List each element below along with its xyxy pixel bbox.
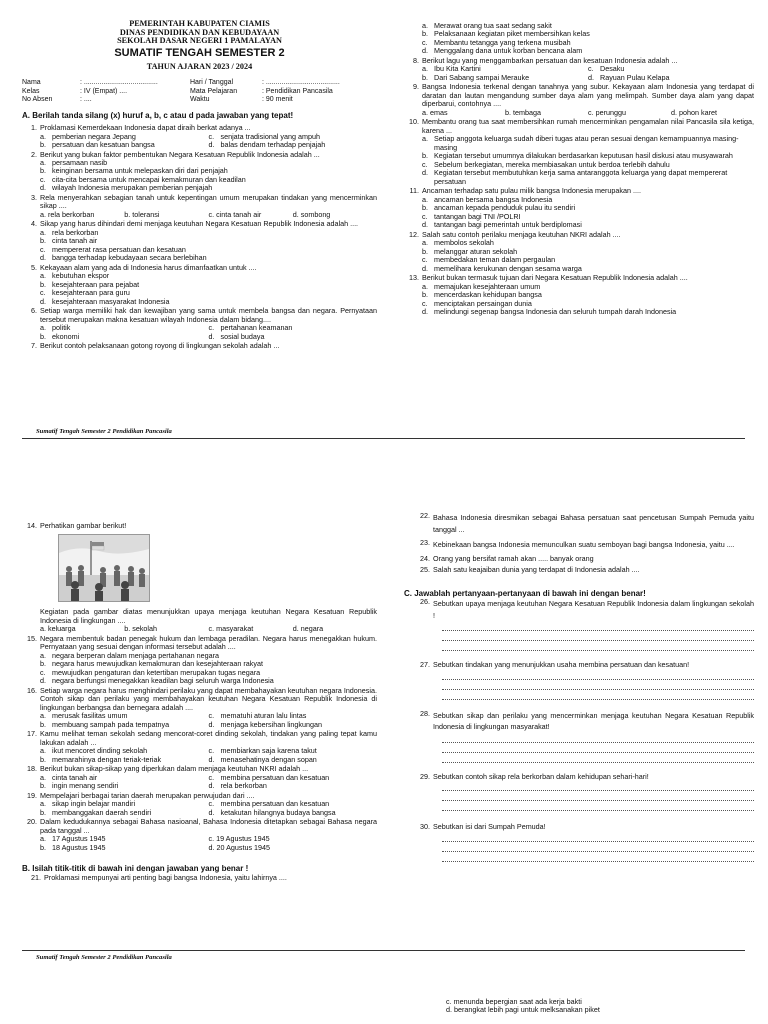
- section-b-title: B. Isilah titik-titik di bawah ini dengan jawaban yang benar !: [22, 864, 249, 874]
- question-number: 28.: [420, 708, 430, 718]
- question-10: 10. Membantu orang tua saat membersihkan rumah mencerminkan pengamalan nilai Pancasila sila ketiga, karena ... a. Setiap anggota keluarga sudah diberi tugas atau peran sesuai dengan kemampuannya masing-masing b. Kegiatan tersebut umumnya dilakukan berdasarkan keputusan hasil diskusi atau musyawarah c. Sebelum berkegiatan, mereka membiasakan untuk berdoa terlebih dahulu d. Kegiatan tersebut membutuhkan kerja sama antaranggota keluarga yang dapat mempererat persatuan: [404, 118, 754, 186]
- option-c[interactable]: menciptakan persaingan dunia: [434, 298, 532, 308]
- header-line-2: DINAS PENDIDIKAN DAN KEBUDAYAAN: [119, 27, 280, 37]
- option-d[interactable]: Kegiatan tersebut membutuhkan kerja sama antaranggota keluarga yang dapat mempererat persatuan: [434, 168, 728, 186]
- option-c[interactable]: c. cinta tanah air: [208, 209, 262, 219]
- question-29: [404, 773, 754, 811]
- option-b[interactable]: Pelaksanaan kegiatan piket membersihkan kelas: [434, 29, 590, 39]
- question-text: Sebutkan upaya menjaga keutuhan Negara Kesatuan Republik Indonesia dalam lingkungan sekolah !: [433, 599, 754, 620]
- option-d[interactable]: d. berangkat lebih pagi untuk melksanakan piket: [446, 1005, 600, 1015]
- option-d[interactable]: wilayah Indonesia merupakan pemberian penjajah: [52, 183, 213, 193]
- option-b[interactable]: ancaman kepada penduduk pulau itu sendiri: [434, 203, 576, 213]
- question-15: 15. Negara membentuk badan penegak hukum dan lembaga peradilan. Negara harus menegakkan hukum. Pernyataan yang sesuai dengan informasi tersebut adalah .... a. negara berperan dalam menjaga pertahanan negara b. negara harus mewujudkan kemakmuran dan kesejahteraan rakyat c. mewujudkan pengaturan dan ketertiban merupakan tugas negara d. negara berfungsi menegakkan keadilan bagi seluruh warga Indonesia: [22, 635, 377, 686]
- question-text: Rela menyerahkan sebagian tanah untuk kepentingan umum merupakan tindakan yang mencerminkan sikap ....: [40, 192, 377, 211]
- footer-rule: [22, 950, 745, 951]
- answer-line[interactable]: [442, 801, 754, 811]
- option-b[interactable]: ekonomi: [52, 331, 80, 341]
- question-text: Orang yang bersifat ramah akan ..... banyak orang: [433, 553, 594, 563]
- question-text: Mempelajari berbagai tarian daerah merupakan perwujudan dari ....: [40, 790, 255, 800]
- question-number: 2.: [31, 149, 37, 159]
- answer-line[interactable]: [442, 852, 754, 862]
- question-number: 9.: [413, 82, 419, 92]
- question-text: Setiap warga memiliki hak dan kewajiban yang sama untuk membela bangsa dan negara. Pernyataan tersebut merupakan makna kesatuan wilayah Indonesia dalam bidang....: [40, 306, 377, 324]
- question-2: 2. Berikut yang bukan faktor pembentukan Negara Kesatuan Republik Indonesia adalah ... a. persamaan nasib b. keinginan bersama untuk melepaskan diri dari penjajah c. cita-cita bersama untuk mencapai kemakmuran dan keadilan d. wilayah Indonesia merupakan pemberian penjajah: [22, 151, 377, 193]
- question-number: 12.: [409, 229, 419, 239]
- question-27: [404, 661, 754, 699]
- option-b[interactable]: membanggakan daerah sendiri: [52, 807, 152, 817]
- question-9: [404, 83, 754, 117]
- question-text: Sebutkan sikap dan perilaku yang mencerminkan menjaga keutuhan Negara Kesatuan Republik Indonesia di lingkungan masyarakat!: [433, 710, 754, 732]
- question-6: 6. Setiap warga memiliki hak dan kewajiban yang sama untuk membela bangsa dan negara. Pernyataan tersebut merupakan makna kesatuan wilayah Indonesia dalam bidang.... a. politik c. pertahanan keamanan b. ekonomi d. sosial budaya: [22, 307, 377, 341]
- option-a[interactable]: sikap ingin belajar mandiri: [52, 799, 136, 809]
- answer-line[interactable]: [442, 791, 754, 801]
- option-b[interactable]: mencerdaskan kehidupan bangsa: [434, 290, 542, 300]
- answer-line[interactable]: [442, 690, 754, 700]
- option-a[interactable]: Ibu Kita Kartini: [434, 64, 481, 74]
- option-c[interactable]: membiarkan saja karena takut: [220, 746, 317, 756]
- question-14: [22, 522, 377, 634]
- label-absen: No Absen: [22, 95, 53, 103]
- option-b[interactable]: melanggar aturan sekolah: [434, 246, 518, 256]
- question-1: 1. Proklamasi Kemerdekaan Indonesia dapat diraih berkat adanya ... a. pemberian negara Jepang c. senjata tradisional yang ampuh b. persatuan dan kesatuan bangsa d. balas dendam terhadap penjajah: [22, 124, 377, 149]
- question-text: Bahasa Indonesia diresmikan sebagai Bahasa persatuan saat pencetusan Sumpah Pemuda yaitu tanggal ...: [433, 513, 754, 535]
- page-1: [0, 0, 768, 442]
- label-nama: Nama: [22, 79, 41, 87]
- page-2: [0, 506, 768, 968]
- option-c[interactable]: membina persatuan dan kesatuan: [220, 799, 330, 809]
- question-text: Proklamasi mempunyai arti penting bagi bangsa Indonesia, yaitu lahirnya ....: [44, 873, 287, 883]
- option-d[interactable]: negara berfungsi menegakkan keadilan bagi seluruh warga Indonesia: [52, 676, 274, 686]
- question-24: [404, 555, 754, 563]
- option-a[interactable]: Setiap anggota keluarga sudah diberi tugas atau peran sesuai dengan kemampuannya masing-masing: [434, 134, 739, 152]
- question-text: Proklamasi Kemerdekaan Indonesia dapat diraih berkat adanya ...: [40, 123, 251, 133]
- question-number: 3.: [31, 192, 37, 202]
- question-number: 11.: [409, 186, 419, 196]
- option-a[interactable]: a. rela berkorban: [40, 209, 95, 219]
- question-text: Berikut bukan termasuk tujuan dari Negara Kesatuan Republik Indonesia adalah ....: [422, 273, 688, 283]
- option-c[interactable]: c. menunda bepergian saat ada kerja bakti: [446, 997, 582, 1006]
- answer-line[interactable]: [442, 743, 754, 753]
- answer-line[interactable]: [442, 670, 754, 680]
- option-a[interactable]: memajukan kesejahteraan umum: [434, 281, 541, 291]
- essay-questions: [404, 598, 754, 862]
- option-b[interactable]: b. sekolah: [124, 624, 158, 634]
- question-text: Setiap warga negara harus menghindari perilaku yang dapat membahayakan keutuhan negara Indonesia. Contoh sikap dan perilaku yang membahayakan keutuhan Negara Kesatuan Republik Indonesia di lingkungan berbangsa dan bernegara adalah ....: [40, 685, 377, 712]
- question-25: [404, 566, 754, 574]
- answer-line[interactable]: [442, 680, 754, 690]
- page-gap: [0, 442, 768, 506]
- question-text: Kamu melihat teman sekolah sedang mencorat-coret dinding sekolah, tindakan yang paling tepat kamu lakukan adalah ...: [40, 729, 377, 747]
- option-d[interactable]: menjaga kebersihan lingkungan: [220, 719, 322, 729]
- label-hari: Hari / Tanggal: [190, 79, 234, 87]
- question-13: 13. Berikut bukan termasuk tujuan dari Negara Kesatuan Republik Indonesia adalah .... a. memajukan kesejahteraan umum b. mencerdaskan kehidupan bangsa c. menciptakan persaingan dunia d. melindungi segenap bangsa Indonesia dan seluruh tumpah darah Indonesia: [404, 274, 754, 316]
- section-c-title: C. Jawablah pertanyaan-pertanyaan di bawah ini dengan benar!: [404, 588, 646, 598]
- option-d[interactable]: d. pohon karet: [671, 107, 717, 117]
- option-d[interactable]: d. sombong: [292, 209, 331, 219]
- option-c[interactable]: cita-cita bersama untuk mencapai kemakmuran dan keadilan: [52, 174, 246, 184]
- question-text: Salah satu contoh perilaku menjaga keutuhan NKRI adalah ....: [422, 229, 621, 239]
- option-c[interactable]: c. perunggu: [588, 107, 626, 117]
- option-d[interactable]: tantangan bagi pemerintah untuk berdiplomasi: [434, 220, 582, 230]
- option-d[interactable]: d. negara: [292, 624, 324, 634]
- question-text: Kebinekaan bangsa Indonesia memunculkan suatu semboyan bagi bangsa Indonesia, yaitu ....: [433, 540, 735, 550]
- header-line-1: PEMERINTAH KABUPATEN CIAMIS: [129, 19, 270, 28]
- value-hari: : ......................................: [262, 79, 340, 87]
- flag-ceremony-image: [58, 534, 150, 602]
- option-c[interactable]: membina persatuan dan kesatuan: [220, 772, 330, 782]
- question-number: 13.: [409, 273, 419, 283]
- footer-rule: [22, 438, 745, 439]
- question-number: 19.: [27, 790, 37, 800]
- value-mapel: : Pendidikan Pancasila: [262, 87, 333, 95]
- option-b[interactable]: negara harus mewujudkan kemakmuran dan kesejahteraan rakyat: [52, 659, 263, 669]
- question-number: 1.: [31, 123, 37, 133]
- option-a[interactable]: a. keluarga: [40, 624, 76, 634]
- option-d[interactable]: memelihara kerukunan dengan sesama warga: [434, 263, 582, 273]
- question-text: Ancaman terhadap satu pulau milik bangsa Indonesia merupakan ....: [422, 186, 641, 196]
- question-21: [26, 874, 377, 882]
- option-c[interactable]: tantangan bagi TNI /POLRI: [434, 211, 521, 221]
- question-number: 29.: [420, 771, 430, 781]
- option-b[interactable]: ingin menang sendiri: [52, 781, 119, 791]
- flag-ceremony-illustration: [59, 535, 149, 601]
- question-number: 20.: [27, 817, 37, 827]
- question-number: 30.: [420, 822, 430, 832]
- option-a[interactable]: negara berperan dalam menjaga pertahanan negara: [52, 650, 220, 660]
- value-nama: : ......................................: [80, 79, 158, 87]
- question-text: Berikut yang bukan faktor pembentukan Negara Kesatuan Republik Indonesia adalah ...: [40, 149, 320, 159]
- page-3: [0, 996, 768, 1024]
- option-a[interactable]: politik: [52, 323, 71, 333]
- question-28: [404, 710, 754, 763]
- question-5: 5. Kekayaan alam yang ada di Indonesia harus dimanfaatkan untuk .... a. kebutuhan ekspor b. kesejahteraan para pejabat c. kesejahteraan para guru d. kesejahteraan masyarakat Indonesia: [22, 264, 377, 306]
- question-text-after-image: Kegiatan pada gambar diatas menunjukkan upaya menjaga keutuhan Negara Kesatuan Republik Indonesia di lingkungan ....: [40, 607, 377, 625]
- question-number: 5.: [31, 262, 37, 272]
- question-number: 17.: [27, 729, 37, 739]
- question-20: 20. Dalam kedudukannya sebagai Bahasa nasioanal, Bahasa Indonesia ditetapkan sebagai Bahasa negara pada tanggal ... a. 17 Agustus 1945 c. 19 Agustus 1945 b. 18 Agustus 1945 d. 20 Agustus 1945: [22, 818, 377, 852]
- question-26: [404, 598, 754, 651]
- option-d[interactable]: melindungi segenap bangsa Indonesia dan seluruh tumpah darah Indonesia: [434, 306, 677, 316]
- school-year: TAHUN AJARAN 2023 / 2024: [146, 61, 253, 71]
- question-number: 8.: [413, 55, 419, 65]
- question-number: 14.: [27, 521, 37, 530]
- option-b[interactable]: Kegiatan tersebut umumnya dilakukan berdasarkan keputusan hasil diskusi atau musyawarah: [434, 151, 733, 161]
- option-a[interactable]: cinta tanah air: [52, 772, 98, 782]
- option-a[interactable]: 17 Agustus 1945: [52, 834, 106, 844]
- label-kelas: Kelas: [22, 87, 40, 95]
- question-text: Negara membentuk badan penegak hukum dan lembaga peradilan. Negara harus menegakkan hukum. Pernyataan yang sesuai dengan informasi tersebut adalah ....: [40, 633, 377, 652]
- option-b[interactable]: b. toleransi: [124, 209, 160, 219]
- question-3: [22, 194, 377, 219]
- option-b[interactable]: persatuan dan kesatuan bangsa: [52, 140, 155, 150]
- option-b[interactable]: keinginan bersama untuk melepaskan diri dari penjajah: [52, 166, 228, 176]
- option-d[interactable]: balas dendam terhadap penjajah: [220, 140, 326, 150]
- answer-line[interactable]: [442, 631, 754, 641]
- question-text: Berikut bukan sikap-sikap yang diperlukan dalam menjaga keutuhan NKRI adalah ...: [40, 764, 309, 774]
- option-d[interactable]: Rayuan Pulau Kelapa: [600, 72, 670, 82]
- question-text: Berikut contoh pelaksanaan gotong royong di lingkungan sekolah adalah ...: [40, 341, 280, 351]
- answer-line[interactable]: [442, 842, 754, 852]
- student-info: [22, 79, 377, 103]
- question-text: Kekayaan alam yang ada di Indonesia harus dimanfaatkan untuk ....: [40, 262, 257, 272]
- answer-line[interactable]: [442, 781, 754, 791]
- option-d[interactable]: Menggalang dana untuk korban bencana alam: [434, 46, 583, 56]
- question-17: 17. Kamu melihat teman sekolah sedang mencorat-coret dinding sekolah, tindakan yang paling tepat kamu lakukan adalah ... a. ikut mencoret dinding sekolah c. membiarkan saja karena takut b. memarahinya dengan teriak-teriak d. menasehatinya dengan sopan: [22, 730, 377, 764]
- option-c[interactable]: mewujudkan pengaturan dan ketertiban merupakan tugas negara: [52, 667, 261, 677]
- question-text: Bangsa Indonesia terkenal dengan tanahnya yang subur. Kekayaan alam Indonesia yang terdapat di daratan dan lautan mengandung sumber daya alam yang melimpah. Sumber daya alam yang dapat diperbarui, contohnya ....: [422, 82, 754, 109]
- page1-right-column: [404, 0, 754, 316]
- option-d[interactable]: menasehatinya dengan sopan: [220, 754, 317, 764]
- question-18: 18. Berikut bukan sikap-sikap yang diperlukan dalam menjaga keutuhan NKRI adalah ... a. cinta tanah air c. membina persatuan dan kesatuan b. ingin menang sendiri d. rela berkorban: [22, 765, 377, 790]
- option-d[interactable]: bangga terhadap kebudayaan secara berlebihan: [52, 253, 207, 263]
- option-d[interactable]: rela berkorban: [220, 781, 267, 791]
- question-30: [404, 823, 754, 861]
- question-number: 6.: [31, 306, 37, 316]
- option-b[interactable]: 18 Agustus 1945: [52, 842, 106, 852]
- question-7-options: a. Merawat orang tua saat sedang sakit b. Pelaksanaan kegiatan piket membersihkan kelas c. Membantu tetangga yang terkena musibah d. Menggalang dana untuk korban bencana alam: [422, 21, 590, 56]
- question-text: Sebutkan isi dari Sumpah Pemuda!: [433, 822, 546, 832]
- option-c[interactable]: senjata tradisional yang ampuh: [220, 131, 320, 141]
- option-a[interactable]: ikut mencoret dinding sekolah: [52, 746, 148, 756]
- question-7: [22, 342, 377, 350]
- answer-line[interactable]: [442, 641, 754, 651]
- option-a[interactable]: pemberian negara Jepang: [52, 131, 136, 141]
- option-c[interactable]: pertahanan keamanan: [220, 323, 293, 333]
- option-c[interactable]: c. masyarakat: [208, 624, 254, 634]
- question-number: 24.: [420, 553, 430, 563]
- question-text: Sebutkan tindakan yang menunjukkan usaha membina persatuan dan kesatuan!: [433, 660, 690, 670]
- option-a[interactable]: persamaan nasib: [52, 157, 108, 167]
- question-19: 19. Mempelajari berbagai tarian daerah merupakan perwujudan dari .... a. sikap ingin belajar mandiri c. membina persatuan dan kesatuan b. membanggakan daerah sendiri d. ketakutan hilangnya budaya bangsa: [22, 792, 377, 817]
- option-b[interactable]: cinta tanah air: [52, 236, 98, 246]
- question-number: 26.: [420, 597, 430, 607]
- question-text: Dalam kedudukannya sebagai Bahasa nasioanal, Bahasa Indonesia ditetapkan sebagai Bahasa negara pada tanggal ...: [40, 817, 377, 835]
- question-text: Salah satu keajaiban dunia yang terdapat di Indonesia adalah ....: [433, 565, 640, 575]
- question-22: [404, 512, 754, 536]
- option-c[interactable]: Desaku: [600, 64, 625, 74]
- question-number: 10.: [409, 117, 419, 127]
- question-number: 7.: [31, 341, 37, 351]
- question-number: 15.: [27, 633, 37, 643]
- option-a[interactable]: Merawat orang tua saat sedang sakit: [434, 21, 552, 30]
- answer-line[interactable]: [442, 832, 754, 842]
- question-number: 27.: [420, 660, 430, 670]
- question-16: 16. Setiap warga negara harus menghindari perilaku yang dapat membahayakan keutuhan negara Indonesia. Contoh sikap dan perilaku yang membahayakan keutuhan Negara Kesatuan Republik Indonesia di lingkungan berbangsa dan bernegara adalah .... a. merusak fasilitas umum c. mematuhi aturan lalu lintas b. membuang sampah pada tempatnya d. menjaga kebersihan lingkungan: [22, 687, 377, 729]
- question-4: 4. Sikap yang harus dihindari demi menjaga keutuhan Negara Kesatuan Republik Indonesia adalah .... a. rela berkorban b. cinta tanah air c. mempererat rasa persatuan dan kesatuan d. bangga terhadap kebudayaan secara berlebihan: [22, 220, 377, 262]
- value-absen: : ....: [80, 95, 92, 103]
- option-c[interactable]: c. 19 Agustus 1945: [208, 834, 270, 844]
- header-line-3: SEKOLAH DASAR NEGERI 1 PAMALAYAN: [117, 36, 282, 46]
- option-a[interactable]: kebutuhan ekspor: [52, 271, 110, 281]
- answer-line[interactable]: [442, 733, 754, 743]
- option-b[interactable]: membuang sampah pada tempatnya: [52, 719, 170, 729]
- option-c[interactable]: mempererat rasa persatuan dan kesatuan: [52, 244, 186, 254]
- option-b[interactable]: b. tembaga: [505, 107, 541, 117]
- question-text: Perhatikan gambar berikut!: [40, 521, 127, 530]
- question-text: Berikut lagu yang menggambarkan persatuan dan kesatuan Indonesia adalah ...: [422, 55, 678, 65]
- question-number: 22.: [420, 511, 430, 520]
- school-header: [22, 20, 377, 71]
- option-a[interactable]: a. emas: [422, 107, 448, 117]
- value-kelas: : IV (Empat) ....: [80, 87, 128, 95]
- option-b[interactable]: kesejahteraan para pejabat: [52, 279, 140, 289]
- value-waktu: : 90 menit: [262, 95, 293, 103]
- option-c[interactable]: Sebelum berkegiatan, mereka membiasakan untuk berdoa terlebih dahulu: [434, 159, 670, 169]
- question-number: 25.: [420, 565, 430, 575]
- page3-options: [446, 998, 600, 1015]
- page2-right-column: [404, 506, 754, 862]
- question-8: 8. Berikut lagu yang menggambarkan persatuan dan kesatuan Indonesia adalah ... a. Ibu Kita Kartini c. Desaku b. Dari Sabang sampai Merauke d. Rayuan Pulau Kelapa: [404, 57, 754, 82]
- question-number: 18.: [27, 764, 37, 774]
- option-a[interactable]: membolos sekolah: [434, 238, 494, 248]
- question-text: Membantu orang tua saat membersihkan rumah mencerminkan pengamalan nilai Pancasila sila ketiga, karena ...: [422, 117, 754, 135]
- question-11: 11. Ancaman terhadap satu pulau milik bangsa Indonesia merupakan .... a. ancaman bersama bangsa Indonesia b. ancaman kepada penduduk pulau itu sendiri c. tantangan bagi TNI /POLRI d. tantangan bagi pemerintah untuk berdiplomasi: [404, 187, 754, 229]
- exam-title: SUMATIF TENGAH SEMESTER 2: [114, 46, 285, 59]
- option-a[interactable]: merusak fasilitas umum: [52, 711, 128, 721]
- question-12: 12. Salah satu contoh perilaku menjaga keutuhan NKRI adalah .... a. membolos sekolah b. melanggar aturan sekolah c. membedakan teman dalam pergaulan d. memelihara kerukunan dengan sesama warga: [404, 231, 754, 273]
- option-a[interactable]: ancaman bersama bangsa Indonesia: [434, 194, 553, 204]
- option-a[interactable]: rela berkorban: [52, 227, 99, 237]
- answer-line[interactable]: [442, 753, 754, 763]
- option-c[interactable]: kesejahteraan para guru: [52, 288, 130, 298]
- option-d[interactable]: sosial budaya: [220, 331, 265, 341]
- option-b[interactable]: memarahinya dengan teriak-teriak: [52, 754, 162, 764]
- answer-line[interactable]: [442, 621, 754, 631]
- option-d[interactable]: d. 20 Agustus 1945: [208, 842, 271, 852]
- option-d[interactable]: ketakutan hilangnya budaya bangsa: [220, 807, 336, 817]
- page1-left-column: [22, 0, 377, 351]
- option-d[interactable]: kesejahteraan masyarakat Indonesia: [52, 296, 170, 306]
- question-text: Sebutkan contoh sikap rela berkorban dalam kehidupan sehari-hari!: [433, 771, 649, 781]
- page-gap: [0, 968, 768, 996]
- page2-left-column: [22, 506, 377, 883]
- option-b[interactable]: Dari Sabang sampai Merauke: [434, 72, 530, 82]
- option-c[interactable]: mematuhi aturan lalu lintas: [220, 711, 307, 721]
- question-number: 21.: [31, 873, 41, 883]
- question-text: Sikap yang harus dihindari demi menjaga keutuhan Negara Kesatuan Republik Indonesia adalah ....: [40, 219, 359, 229]
- label-mapel: Mata Pelajaran: [190, 87, 238, 95]
- option-c[interactable]: Membantu tetangga yang terkena musibah: [434, 37, 571, 47]
- label-waktu: Waktu: [190, 95, 210, 103]
- question-number: 4.: [31, 219, 37, 229]
- question-number: 23.: [420, 538, 430, 548]
- section-a-title: A. Berilah tanda silang (x) huruf a, b, c atau d pada jawaban yang tepat!: [22, 110, 294, 120]
- question-number: 16.: [27, 685, 37, 695]
- option-c[interactable]: membedakan teman dalam pergaulan: [434, 255, 556, 265]
- page-footer: Sumatif Tengah Semester 2 Pendidikan Pancasila: [36, 954, 172, 961]
- question-23: [404, 539, 754, 551]
- page-footer: Sumatif Tengah Semester 2 Pendidikan Pancasila: [36, 428, 172, 435]
